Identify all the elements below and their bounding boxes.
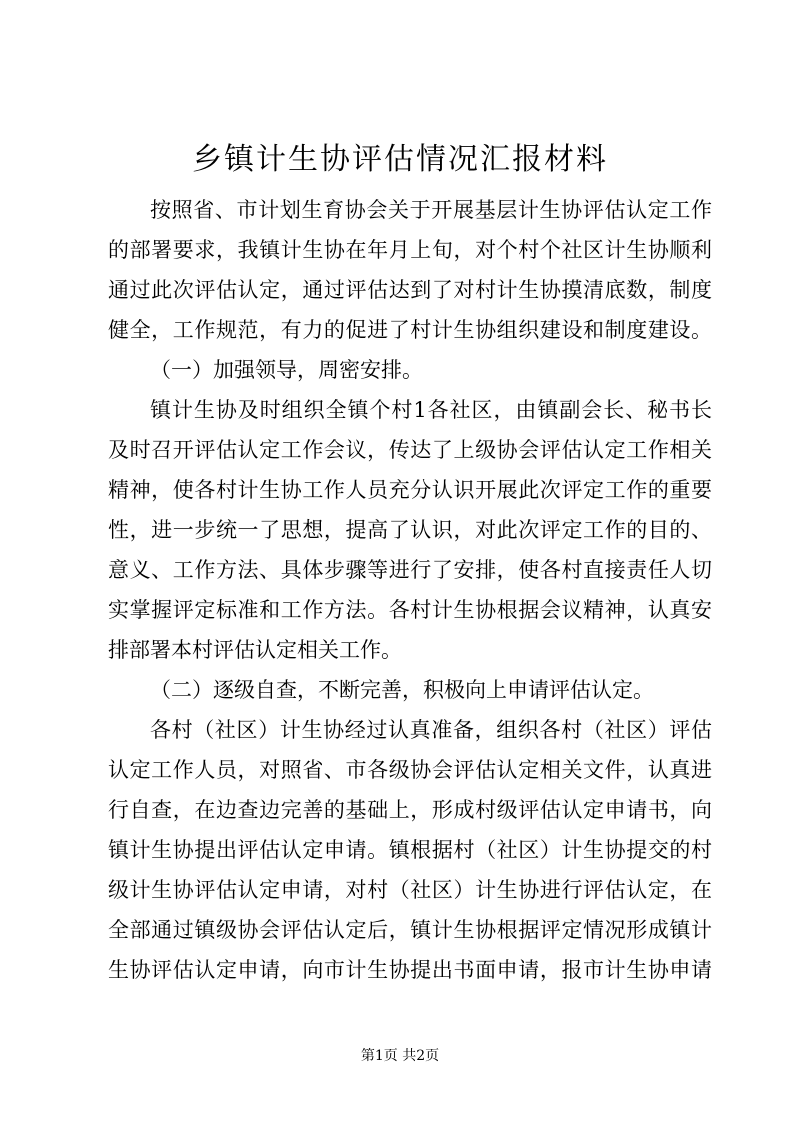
paragraph-line: 镇计生协提出评估认定申请。镇根据村（社区）计生协提交的村 bbox=[108, 838, 712, 862]
paragraph-line: 意义、工作方法、具体步骤等进行了安排，使各村直接责任人切 bbox=[108, 558, 712, 582]
paragraph-line: 及时召开评估认定工作会议，传达了上级协会评估认定工作相关 bbox=[108, 438, 712, 462]
paragraph-line: 精神，使各村计生协工作人员充分认识开展此次评定工作的重要 bbox=[108, 478, 712, 502]
paragraph-line: 镇计生协及时组织全镇个村1各社区，由镇副会长、秘书长 bbox=[150, 398, 712, 422]
paragraph-line: 级计生协评估认定申请，对村（社区）计生协进行评估认定，在 bbox=[108, 878, 712, 902]
paragraph-line: 各村（社区）计生协经过认真准备，组织各村（社区）评估 bbox=[150, 718, 712, 742]
section-heading: （二）逐级自查，不断完善，积极向上申请评估认定。 bbox=[150, 678, 654, 702]
paragraph-line: 全部通过镇级协会评估认定后，镇计生协根据评定情况形成镇计 bbox=[108, 918, 712, 942]
section-heading: （一）加强领导，周密安排。 bbox=[150, 358, 423, 382]
paragraph-line: 性，进一步统一了思想，提高了认识，对此次评定工作的目的、 bbox=[108, 518, 712, 542]
document-title: 乡镇计生协评估情况汇报材料 bbox=[192, 142, 608, 177]
paragraph-line: 认定工作人员，对照省、市各级协会评估认定相关文件，认真进 bbox=[108, 758, 712, 782]
paragraph-line: 的部署要求，我镇计生协在年月上旬，对个村个社区计生协顺利 bbox=[108, 238, 712, 262]
paragraph-line: 排部署本村评估认定相关工作。 bbox=[108, 638, 402, 662]
paragraph-line: 按照省、市计划生育协会关于开展基层计生协评估认定工作 bbox=[150, 198, 712, 222]
page-number-footer: 第1页 共2页 bbox=[360, 1048, 440, 1064]
paragraph-line: 通过此次评估认定，通过评估达到了对村计生协摸清底数，制度 bbox=[108, 278, 712, 302]
paragraph-line: 健全，工作规范，有力的促进了村计生协组织建设和制度建设。 bbox=[108, 318, 712, 342]
paragraph-line: 实掌握评定标准和工作方法。各村计生协根据会议精神，认真安 bbox=[108, 598, 712, 622]
paragraph-line: 生协评估认定申请，向市计生协提出书面申请，报市计生协申请 bbox=[108, 958, 712, 982]
paragraph-line: 行自查，在边查边完善的基础上，形成村级评估认定申请书，向 bbox=[108, 798, 712, 822]
